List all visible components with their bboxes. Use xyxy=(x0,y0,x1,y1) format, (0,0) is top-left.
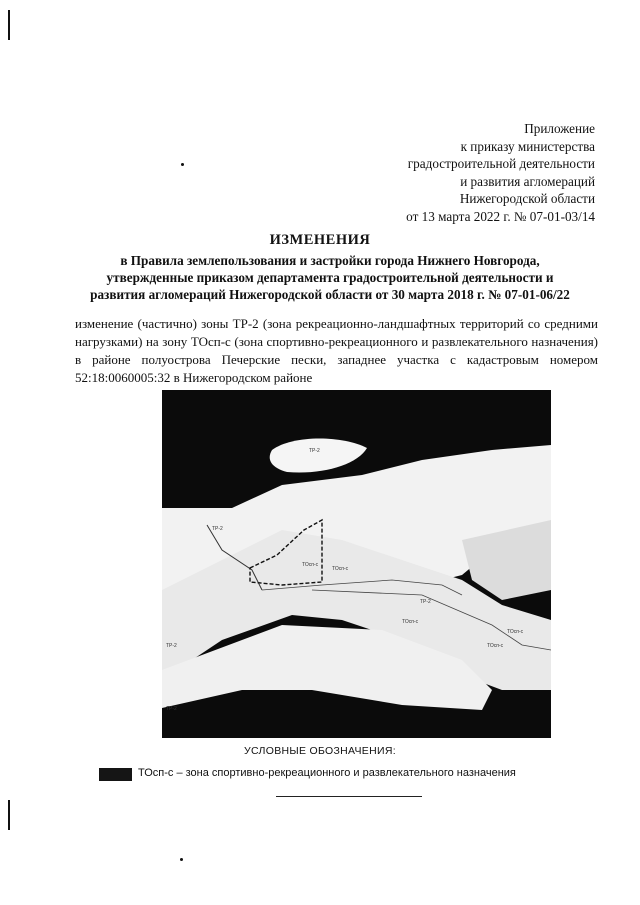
scan-edge-mark xyxy=(8,800,10,830)
scan-dot xyxy=(181,163,184,166)
map-label: ТОсп-с xyxy=(332,566,349,572)
legend-item-label: ТОсп-с – зона спортивно-рекреационного и развлекательного назначения xyxy=(138,767,516,779)
document-title: ИЗМЕНЕНИЯ xyxy=(269,232,371,248)
map-label: ТР-2 xyxy=(166,706,177,712)
scan-dot xyxy=(180,858,183,861)
document-subtitle xyxy=(60,252,600,303)
subtitle-line: в Правила землепользования и застройки города Нижнего Новгорода, xyxy=(120,253,540,268)
map-label: ТОсп-с xyxy=(302,562,319,568)
map-label: ТОсп-с xyxy=(402,619,419,625)
appendix-line: и развития агломераций xyxy=(460,173,595,189)
appendix-block xyxy=(295,120,595,225)
legend-swatch xyxy=(99,768,132,781)
map-graphic xyxy=(162,390,551,738)
map-label: ТР-2 xyxy=(212,526,223,532)
map-label: ТОсп-с xyxy=(487,643,504,649)
appendix-line: Нижегородской области xyxy=(459,191,595,206)
map-label: ТР-2 xyxy=(166,643,177,649)
appendix-line: от 13 марта 2022 г. № 07-01-03/14 xyxy=(406,208,595,224)
zoning-map xyxy=(162,390,551,738)
map-label: ТР-2 xyxy=(309,448,320,454)
change-description: изменение (частично) зоны ТР-2 (зона рекреационно-ландшафтных территорий со средними нагрузками) на зону ТОсп-с (зона спортивно-рекреационного и развлекательного назначения) в районе полуострова Печерские пески, западнее участка с кадастровым номером 52:18:0060005:32 в Нижегородском районе xyxy=(75,316,598,385)
map-label: ТОсп-с xyxy=(507,629,524,635)
appendix-line: Приложение xyxy=(524,121,595,136)
appendix-line: градостроительной деятельности xyxy=(407,156,595,171)
map-label: ТР-2 xyxy=(420,599,431,605)
scan-edge-mark xyxy=(8,10,10,40)
map-island xyxy=(270,438,367,472)
appendix-line: к приказу министерства xyxy=(460,138,595,154)
divider-line xyxy=(276,796,422,797)
legend-title: УСЛОВНЫЕ ОБОЗНАЧЕНИЯ: xyxy=(244,745,396,757)
subtitle-line: развития агломераций Нижегородской области от 30 марта 2018 г. № 07-01-06/22 xyxy=(90,287,570,302)
subtitle-line: утвержденные приказом департамента градостроительной деятельности и xyxy=(106,270,554,285)
